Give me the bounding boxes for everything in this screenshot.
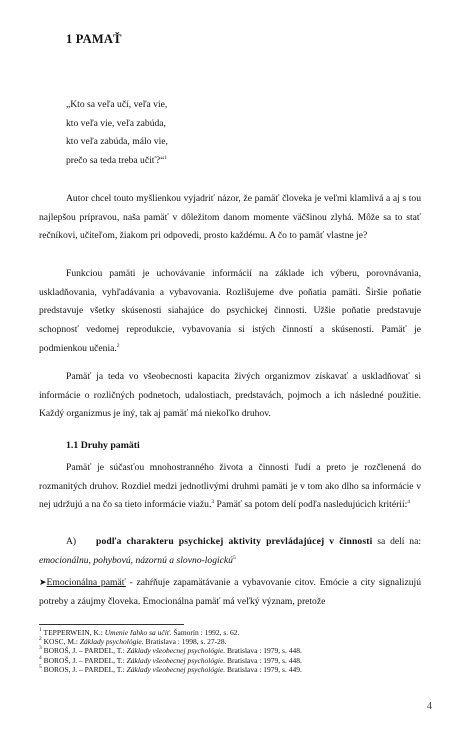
footnote-ref: 2	[116, 342, 120, 349]
footnote	[39, 665, 302, 674]
poem-line: kto veľa zabúda, málo vie,	[66, 136, 168, 147]
footnote-author: BOROŠ, J. – PARDEL, T.:	[41, 646, 127, 656]
paragraph-text	[39, 265, 421, 359]
footnote-number: 4	[39, 654, 42, 661]
footnote-number: 2	[39, 636, 42, 643]
criterion-label: A)	[66, 536, 77, 547]
footnote-ref: 4	[407, 499, 411, 506]
paragraph-span: Pamäť sa potom delí podľa nasledujúcich kritérií:	[214, 499, 408, 511]
footnote-source: Bratislava : 1979, s. 449.	[225, 664, 302, 674]
footnote-title: Základy všeobecnej psychológie.	[126, 646, 226, 656]
footnote-ref: 5	[232, 554, 236, 561]
criterion-heading: podľa charakteru psychickej aktivity prevládajúcej v činnosti	[96, 536, 373, 547]
footnote-author: BOROŠ, J. – PARDEL, T.:	[41, 655, 127, 665]
footnote-source: Bratislava : 1979, s. 448.	[225, 646, 302, 656]
footnote	[39, 646, 302, 655]
paragraph-function	[39, 265, 421, 359]
poem-line	[66, 152, 168, 171]
paragraph-text: Pamäť ja teda vo všeobecnosti kapacita živých organizmov získavať a uskladňovať si informácie o rozličných podnetoch, udalostiach, predstavách, pojmoch a ich následné použitie. Každý organizmus je iný, tak aj pamäť má niekoľko druhov.	[39, 371, 421, 420]
footnote-title: Základy všeobecnej psychológie.	[126, 664, 226, 674]
chapter-title: 1 PAMAŤ	[66, 32, 122, 46]
footnote-title: Základy psychológie.	[79, 637, 144, 647]
footnote-source: Šamorín : 1992, s. 62.	[171, 628, 240, 637]
page-number: 4	[427, 701, 432, 712]
section-heading: 1.1 Druhy pamäti	[66, 440, 140, 451]
poem-line-text: prečo sa teda treba učiť?“	[66, 154, 165, 166]
footnote-author: KOSC, M.:	[41, 637, 80, 647]
footnote	[39, 628, 302, 637]
criterion-a	[39, 533, 421, 570]
criterion-text	[39, 533, 421, 570]
footnote-title: Základy všeobecnej psychológie.	[126, 655, 226, 665]
criterion-tail: sa delí na:	[372, 536, 422, 547]
footnotes	[39, 628, 302, 674]
epigraph-poem	[66, 96, 168, 170]
arrow-bullet-icon: ➤	[39, 577, 47, 587]
footnote-number: 1	[39, 627, 42, 633]
emotional-memory-desc: - zahŕňuje zapamätávanie a vybavovanie citov. Emócie a city signalizujú potreby a záujmy človeka. Emocionálna pamäť má veľký význam, pretože	[39, 577, 421, 607]
emotional-memory-term: Emocionálna pamäť	[46, 577, 126, 588]
footnote-ref: 3	[211, 499, 215, 506]
paragraph-types	[39, 459, 421, 515]
footnote-source: Bratislava : 1998, s. 27-28.	[143, 637, 227, 647]
footnote-number: 5	[39, 663, 42, 670]
footnote-author: TEPPERWEIN, K.:	[41, 628, 105, 637]
poem-line: kto veľa vie, veľa zabúda,	[66, 117, 166, 129]
footnote	[39, 656, 302, 665]
footnote-number: 3	[39, 645, 42, 652]
paragraph-span: Pamäť je súčasťou mnohostranného života a činnosti ľudí a preto je rozčlenená do rozmanitých druhov. Rozdiel medzi jednotlivými druhmi pamäti je v tom ako dlho sa informácie v nej udržujú a na čo sa tieto informácie viažu.	[39, 462, 421, 511]
paragraph-capacity	[39, 368, 421, 424]
emotional-memory-text	[39, 573, 421, 611]
footnote-ref: 1	[164, 154, 168, 161]
criterion-items: emocionálnu, pohybovú, názornú a slovno-logickú	[39, 554, 233, 566]
paragraph-text	[39, 459, 421, 515]
poem-line: „Kto sa veľa učí, veľa vie,	[66, 99, 168, 110]
paragraph-span: Funkciou pamäti je uchovávanie informácií na základe ich výberu, porovnávania, uskladňovania, vyhľadávania a vybavovania. Rozlišujeme dve poňatia pamäti. Širšie poňatie predstavuje všetky skúsenosti siahajúce do psychickej činnosti. Užšie poňatie predstavuje schopnosť vedomej reprodukcie, vybavovania si istých činností a skúseností. Pamäť je podmienkou učenia.	[39, 268, 421, 354]
footnote-title: Umenie ľahko sa učiť.	[104, 628, 172, 637]
footnote-author: BOROS, J. – PARDEL, T.:	[41, 664, 127, 674]
footnote-source: Bratislava : 1979, s. 448.	[225, 655, 302, 665]
paragraph-text: Autor chcel touto myšlienkou vyjadriť názor, že pamäť človeka je veľmi klamlivá a aj s tou najlepšou prípravou, naša pamäť v dôležitom danom momente väčšinou zlyhá. Môže sa to stať rečníkovi, učiteľom, žiakom pri odpovedi, prosto každému. A čo to pamäť vlastne je?	[39, 193, 421, 242]
footnote-divider	[39, 624, 184, 625]
emotional-memory-item	[39, 573, 421, 611]
paragraph-intro	[39, 190, 421, 246]
